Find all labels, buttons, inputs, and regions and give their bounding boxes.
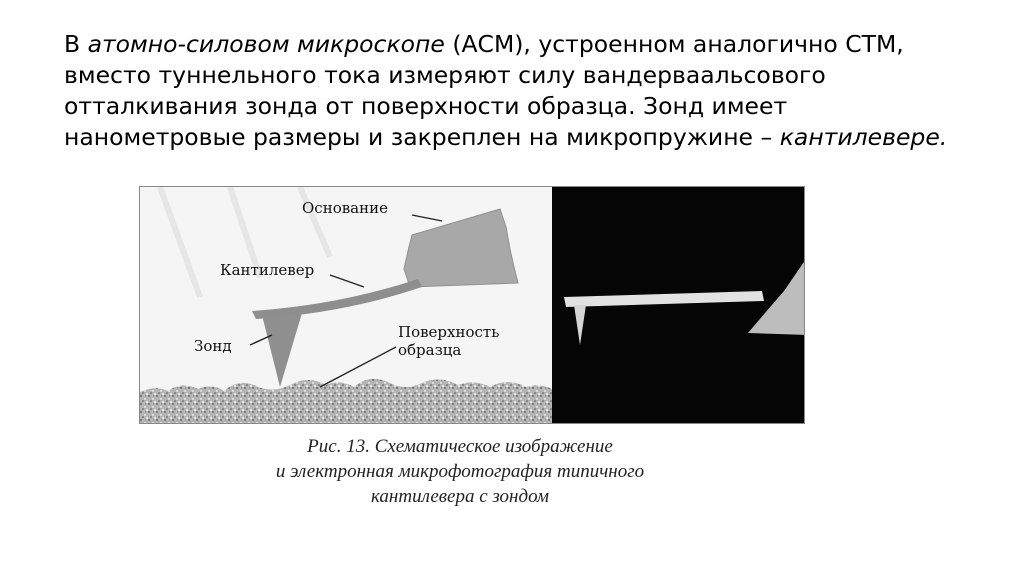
body-paragraph — [64, 29, 974, 169]
label-base: Основание — [302, 199, 388, 217]
term-afm: атомно-силовом микроскопе — [87, 30, 445, 58]
label-cantilever: Кантилевер — [220, 261, 315, 279]
afm-figure — [139, 186, 805, 424]
caption-line-3: кантилевера с зондом — [371, 486, 549, 507]
figure-caption — [200, 434, 720, 509]
term-cantilever: кантилевере. — [779, 123, 948, 151]
electron-micrograph — [552, 187, 805, 424]
label-surface-line2: образца — [398, 341, 462, 359]
label-probe: Зонд — [194, 337, 232, 355]
paragraph-prefix: В — [64, 30, 88, 58]
afm-schematic-diagram — [140, 187, 552, 424]
caption-line-2: и электронная микрофотография типичного — [275, 461, 645, 482]
sentence-2: Зонд имеет нанометровые размеры и закреплен на микропружине – — [64, 92, 788, 151]
caption-line-1: Рис. 13. Схематическое изображение — [307, 436, 613, 457]
label-surface-line1: Поверхность — [398, 323, 500, 341]
sentence-1-rest: (АСМ), устроенном аналогично СТМ, вместо туннельного тока измеряют силу вандерваальсового отталкивания зонда от поверхности образца. — [64, 30, 904, 120]
